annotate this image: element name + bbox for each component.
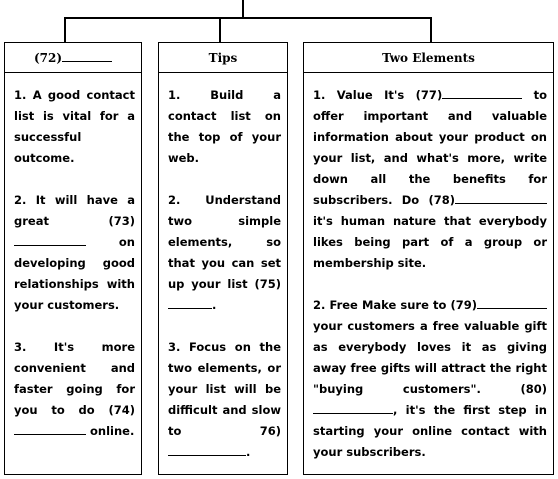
- paragraph-text: 3. It's more convenient and faster going for you to do (74): [14, 340, 135, 417]
- answer-blank-77: [442, 86, 522, 99]
- connector-stem: [242, 0, 244, 18]
- paragraph: 1. Build a contact list on the top of your web.: [168, 88, 281, 165]
- connector-middle: [219, 17, 221, 42]
- paragraph-text: 3. Focus on the two elements, or your list will be difficult and slow to 76): [168, 340, 281, 438]
- column-body: [5, 73, 141, 474]
- connector-right: [430, 17, 432, 42]
- paragraph-text: your customers a free valuable gift as everybody loves it as giving away free gifts will attract the right "buying customers". (80): [313, 319, 547, 396]
- answer-blank-80: [313, 401, 393, 414]
- answer-blank-78: [455, 191, 547, 204]
- answer-blank-74: [14, 422, 86, 435]
- paragraph: [168, 190, 281, 316]
- answer-blank-76: [168, 443, 246, 456]
- column-box-two-elements: [303, 42, 554, 475]
- paragraph-text: 2. Free Make sure to (79): [313, 298, 477, 312]
- answer-blank-73: [14, 233, 86, 246]
- paragraph: [14, 190, 135, 316]
- column-header-label: (72): [33, 51, 63, 65]
- column-header: [304, 43, 553, 73]
- paragraph: 1. A good contact list is vital for a successful outcome.: [14, 88, 135, 165]
- answer-blank-72: [62, 49, 112, 62]
- column-header-label: Two Elements: [382, 51, 475, 65]
- column-header: [159, 43, 287, 73]
- column-box-72: [4, 42, 142, 475]
- connector-left: [64, 17, 66, 42]
- paragraph-text: to offer important and valuable information about your product on your list, and what's more, write down all the benefits for subscribers. Do (78): [313, 88, 548, 207]
- paragraph-text: .: [246, 445, 251, 459]
- column-box-tips: [158, 42, 288, 475]
- paragraph: [313, 85, 547, 274]
- connector-horizontal: [64, 17, 431, 19]
- column-body: [159, 73, 287, 474]
- column-header: [5, 43, 141, 73]
- paragraph-text: , it's the first step in starting your online contact with your subscribers.: [313, 403, 547, 459]
- answer-blank-79: [477, 296, 547, 309]
- paragraph-text: 2. Understand two simple elements, so that you can set up your list (75): [168, 193, 281, 291]
- paragraph-text: 2. It will have a great (73): [14, 193, 135, 228]
- paragraph-text: online.: [86, 424, 135, 438]
- column-body: [304, 73, 553, 474]
- answer-blank-75: [168, 296, 212, 309]
- column-header-label: Tips: [208, 51, 238, 65]
- paragraph: [313, 295, 547, 463]
- paragraph: [14, 337, 135, 442]
- paragraph-text: it's human nature that everybody likes being part of a group or membership site.: [313, 214, 547, 270]
- paragraph: [168, 337, 281, 463]
- paragraph-text: .: [212, 298, 217, 312]
- paragraph-text: 1. Value It's (77): [313, 88, 443, 102]
- paragraph-text: on developing good relationships with your customers.: [14, 235, 135, 312]
